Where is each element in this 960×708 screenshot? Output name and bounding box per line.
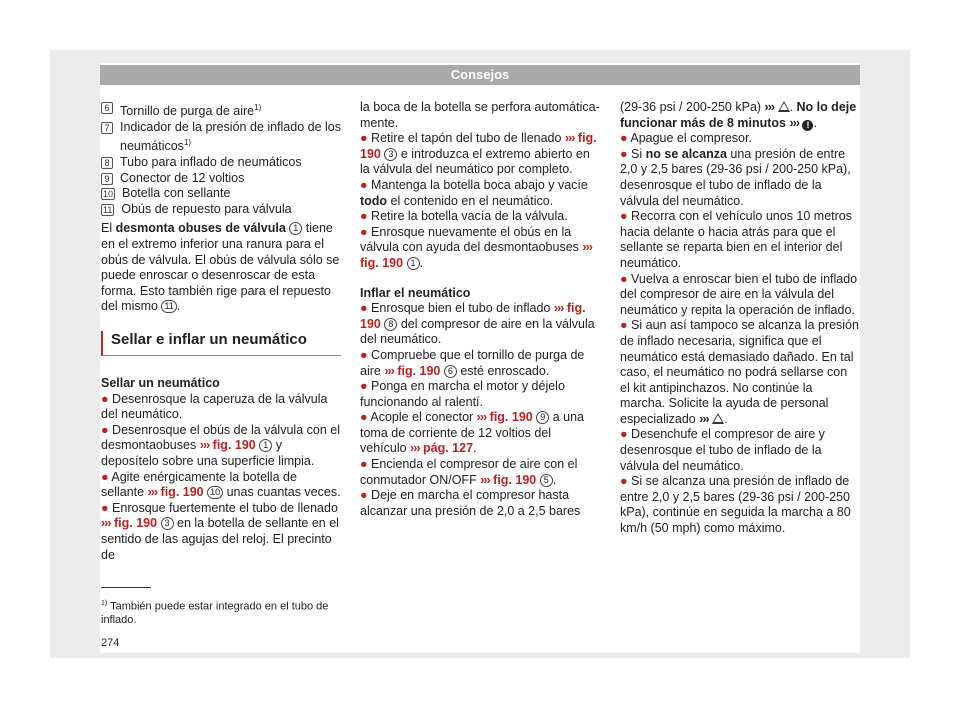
footnote-rule bbox=[101, 587, 151, 588]
figure-link[interactable]: fig. 190 bbox=[397, 363, 441, 378]
bullet-icon: ● bbox=[360, 379, 368, 394]
paragraph-continued: la boca de la botella se perfora automáticamente. bbox=[360, 100, 600, 130]
arrows-icon: ››› bbox=[384, 363, 394, 378]
item-number: 7 bbox=[101, 122, 113, 134]
bullet-icon: ● bbox=[620, 271, 628, 286]
bullet-icon: ● bbox=[360, 131, 368, 146]
arrows-icon: ››› bbox=[553, 301, 564, 316]
legend-item: 10 Botella con sellante bbox=[103, 186, 231, 201]
bullet-icon: ● bbox=[360, 209, 368, 224]
item-number: 6 bbox=[101, 102, 113, 114]
info-icon[interactable]: ! bbox=[802, 120, 813, 131]
subheading-sellar: Sellar un neumático bbox=[101, 376, 220, 391]
bullet-icon: ● bbox=[101, 469, 109, 484]
item-number: 10 bbox=[103, 189, 114, 200]
valve-tool-paragraph: El desmonta obuses de válvula 1 tiene en el extremo inferior una ranura para el obús de válvula. El obús de válvula sólo se puede enroscar o desenroscar de esta forma. Esto también rige para el repuesto del mismo 11 . bbox=[101, 221, 340, 314]
paragraph-continued: (29-36 psi / 200-250 kPa) ››› . No lo deje funcionar más de 8 minutos ››› ! . bbox=[620, 100, 857, 130]
footnote: $^{1)}$ También puede estar integrado en el tubo de inflado. bbox=[101, 600, 329, 626]
bullet-icon: ● bbox=[101, 500, 109, 515]
list-item: ● Apague el compresor. bbox=[620, 131, 752, 146]
ref-number: 3 bbox=[161, 517, 174, 530]
figure-link[interactable]: fig. 190 bbox=[360, 301, 586, 331]
bullet-icon: ● bbox=[360, 177, 368, 192]
ref-number: 9 bbox=[536, 411, 549, 424]
section-title: Sellar e inflar un neumático bbox=[101, 331, 341, 356]
bullet-icon: ● bbox=[360, 301, 368, 316]
list-item: ● Encienda el compresor de aire con el conmutador ON/OFF ››› fig. 190 5 . bbox=[360, 457, 578, 487]
list-item: ● Recorra con el vehículo unos 10 metros hacia delante o hacia atrás para que el sellante se reparta bien en el interior del neumático. bbox=[620, 209, 852, 270]
bullet-icon: ● bbox=[101, 391, 109, 406]
list-item: ● Compruebe que el tornillo de purga de aire ››› fig. 190 6 esté enroscado. bbox=[360, 347, 585, 378]
list-item: ● Si aun así tampoco se alcanza la presión de inflado necesaria, significa que el neumático está demasiado dañado. En tal caso, el neumático no podrá sellarse con el kit antipinchazos. No continúe la marcha. Solicite la ayuda de personal especializado ››› . bbox=[620, 318, 859, 426]
figure-link[interactable]: fig. 190 bbox=[212, 438, 256, 453]
ref-number: 11 bbox=[161, 300, 176, 313]
arrows-icon: ››› bbox=[699, 411, 709, 426]
bullet-icon: ● bbox=[620, 474, 628, 489]
bullet-icon: ● bbox=[360, 410, 368, 425]
arrows-icon: ››› bbox=[476, 410, 487, 425]
arrows-icon: ››› bbox=[101, 516, 111, 531]
figure-link[interactable]: fig. 190 bbox=[113, 516, 158, 531]
list-item: ● Enrosque fuertemente el tubo de llenado ››› fig. 190 3 en la botella de sellante en el sentido de las agujas del reloj. El precinto de bbox=[101, 500, 339, 562]
legend-item: 9 Conector de 12 voltios bbox=[101, 171, 341, 187]
item-number: 11 bbox=[103, 204, 113, 215]
list-item: ● Ponga en marcha el motor y déjelo funcionando al ralentí. bbox=[360, 379, 565, 409]
list-item: ● Agite enérgicamente la botella de sellante ››› fig. 190 10 unas cuantas veces. bbox=[101, 469, 341, 500]
legend-item: 6 Tornillo de purga de aire$^{1)}$ bbox=[101, 100, 341, 120]
list-item: ● Retire el tapón del tubo de llenado ››› fig. 190 3 e introduzca el extremo abierto en la válvula del neumático por completo. bbox=[360, 131, 597, 177]
ref-number: 3 bbox=[384, 148, 397, 161]
arrows-icon: ››› bbox=[147, 485, 158, 500]
bullet-icon: ● bbox=[620, 427, 628, 442]
page-link[interactable]: pág. 127 bbox=[423, 441, 474, 456]
figure-link[interactable]: fig. 190 bbox=[360, 255, 404, 270]
ref-number: 5 bbox=[540, 474, 553, 487]
page-number: 274 bbox=[101, 637, 120, 649]
item-number: 9 bbox=[101, 173, 113, 185]
bullet-icon: ● bbox=[360, 224, 368, 239]
list-item: ● Acople el conector ››› fig. 190 9 a una toma de corriente de 12 voltios del vehículo ››› pág. 127. bbox=[360, 410, 584, 456]
subheading-inflar: Inflar el neumático bbox=[360, 285, 471, 300]
ref-number: 1 bbox=[407, 257, 420, 270]
bullet-icon: ● bbox=[360, 457, 368, 472]
section-header-title: Consejos bbox=[450, 67, 510, 82]
legend-item: 7 Indicador de la presión de inflado de los neumáticos$^{1)}$ bbox=[101, 120, 341, 155]
list-item: ● Si se alcanza una presión de inflado de entre 2,0 y 2,5 bares (29-36 psi / 200-250 kPa), continúe en seguida la marcha a 80 km/h (50 mph) como máximo. bbox=[620, 474, 851, 536]
section-header bbox=[100, 65, 860, 85]
list-item: ● Retire la botella vacía de la válvula. bbox=[360, 209, 568, 224]
ref-number: 1 bbox=[259, 439, 272, 452]
figure-link[interactable]: fig. 190 bbox=[493, 472, 537, 487]
list-item: ● Deje en marcha el compresor hasta alcanzar una presión de 2,0 a 2,5 bares bbox=[360, 488, 581, 518]
figure-link[interactable]: fig. 190 bbox=[489, 410, 533, 425]
bullet-icon: ● bbox=[620, 146, 628, 161]
list-item: ● Desenchufe el compresor de aire y desenrosque el tubo de inflado de la válvula del neumático. bbox=[620, 427, 825, 473]
bullet-icon: ● bbox=[360, 347, 368, 362]
item-number: 8 bbox=[101, 157, 113, 169]
warning-icon[interactable] bbox=[712, 413, 724, 424]
column-3 bbox=[620, 100, 860, 537]
legend-item: 11 Obús de repuesto para válvula bbox=[103, 201, 292, 216]
bullet-icon: ● bbox=[620, 318, 628, 333]
column-1 bbox=[101, 100, 341, 563]
arrows-icon: ››› bbox=[199, 438, 210, 453]
column-2 bbox=[360, 100, 601, 519]
legend-list bbox=[101, 100, 341, 217]
arrows-icon: ››› bbox=[410, 441, 420, 456]
list-item: ● Enrosque nuevamente el obús en la válvula con ayuda del desmontaobuses ››› fig. 190 1 . bbox=[360, 224, 592, 270]
ref-number: 8 bbox=[384, 318, 397, 331]
warning-icon[interactable] bbox=[778, 101, 790, 112]
ref-number: 10 bbox=[207, 486, 223, 499]
list-item: ● Desenrosque el obús de la válvula con el desmontaobuses ››› fig. 190 1 y deposítelo sobre una superficie limpia. bbox=[101, 422, 340, 468]
bullet-icon: ● bbox=[360, 488, 368, 503]
bullet-icon: ● bbox=[101, 422, 109, 437]
list-item: ● Desenrosque la caperuza de la válvula del neumático. bbox=[101, 391, 328, 422]
ref-number: 6 bbox=[444, 365, 457, 378]
list-item: ● Enrosque bien el tubo de inflado ››› fig. 190 8 del compresor de aire en la válvula del neumático. bbox=[360, 301, 595, 347]
figure-link[interactable]: fig. 190 bbox=[360, 131, 597, 161]
arrows-icon: ››› bbox=[564, 131, 575, 146]
list-item: ● Mantenga la botella boca abajo y vacíe todo el contenido en el neumático. bbox=[360, 177, 588, 208]
bullet-icon: ● bbox=[620, 131, 628, 146]
arrows-icon: ››› bbox=[582, 240, 592, 255]
arrows-icon: ››› bbox=[764, 100, 775, 114]
ref-number: 1 bbox=[289, 222, 302, 235]
list-item: ● Si no se alcanza una presión de entre 2,0 y 2,5 bares (29-36 psi / 200-250 kPa), desenrosque el tubo de inflado de la válvula del neumático. bbox=[620, 146, 851, 208]
arrows-icon: ››› bbox=[789, 115, 799, 130]
figure-link[interactable]: fig. 190 bbox=[160, 485, 204, 500]
list-item: ● Vuelva a enroscar bien el tubo de inflado del compresor de aire en la válvula del neumático y repita la operación de inflado. bbox=[620, 271, 858, 317]
bullet-icon: ● bbox=[620, 209, 628, 224]
legend-item: 8 Tubo para inflado de neumáticos bbox=[101, 155, 341, 171]
arrows-icon: ››› bbox=[480, 472, 490, 487]
